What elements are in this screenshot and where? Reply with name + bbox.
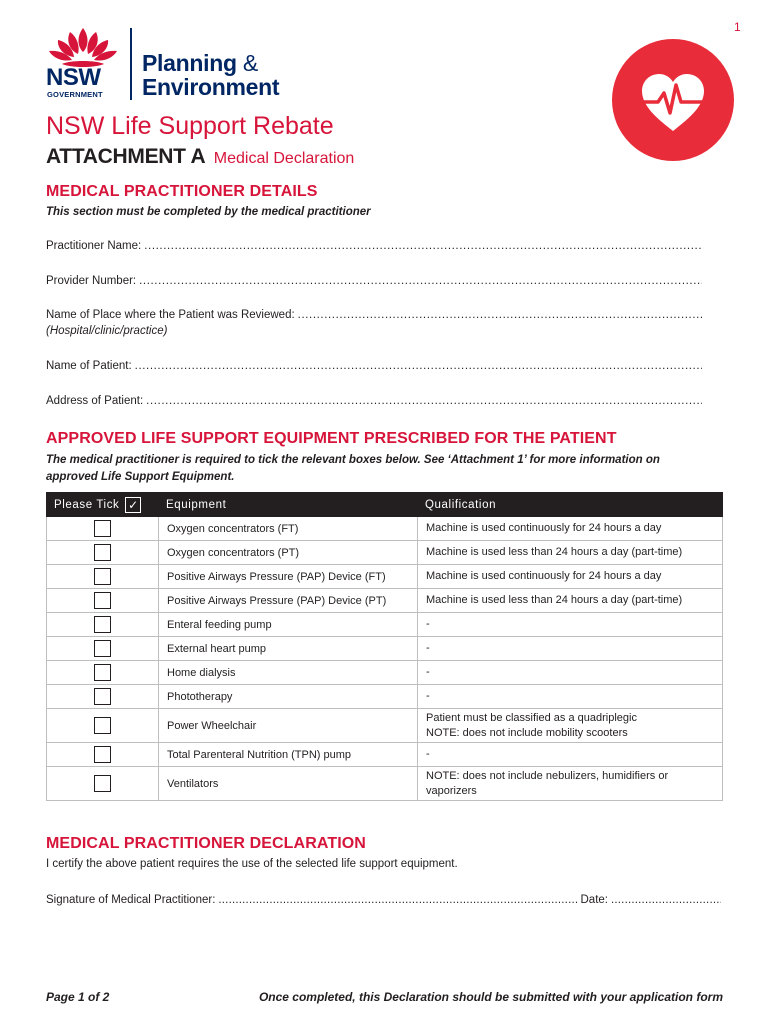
patient-address-field[interactable] xyxy=(46,395,702,407)
equipment-cell: Enteral feeding pump xyxy=(159,613,418,637)
equipment-cell: Power Wheelchair xyxy=(159,709,418,743)
patient-name-field[interactable] xyxy=(46,360,702,372)
department-name-line1 xyxy=(142,52,258,75)
signature-line[interactable] xyxy=(218,894,577,906)
qualification-cell: Machine is used less than 24 hours a day (part-time) xyxy=(418,541,723,565)
checkbox-oxygen-pt[interactable] xyxy=(94,544,111,561)
equipment-cell: Home dialysis xyxy=(159,661,418,685)
qualification-cell xyxy=(418,709,723,743)
table-row xyxy=(47,541,723,565)
practitioner-name-label: Practitioner Name: xyxy=(46,240,142,252)
patient-name-label: Name of Patient: xyxy=(46,360,132,372)
qualification-cell: - xyxy=(418,743,723,767)
qualification-column-header: Qualification xyxy=(418,493,723,517)
signature-date-row xyxy=(46,894,721,906)
nsw-planning-environment-logo xyxy=(46,26,316,106)
checkmark-icon: ✓ xyxy=(125,497,141,513)
department-planning: Planning xyxy=(142,50,237,76)
declaration-heading: MEDICAL PRACTITIONER DECLARATION xyxy=(46,835,366,852)
review-place-label: Name of Place where the Patient was Reviewed: xyxy=(46,309,295,321)
provider-number-field[interactable] xyxy=(46,275,702,287)
practitioner-name-field[interactable] xyxy=(46,240,702,252)
qualification-cell: - xyxy=(418,685,723,709)
tick-header-label: Please Tick xyxy=(54,498,120,511)
table-row xyxy=(47,661,723,685)
provider-number-label: Provider Number: xyxy=(46,275,137,287)
qualification-line: Patient must be classified as a quadriplegic xyxy=(426,711,637,724)
table-row xyxy=(47,589,723,613)
equipment-table xyxy=(46,492,723,801)
patient-address-label: Address of Patient: xyxy=(46,395,144,407)
review-place-line[interactable] xyxy=(298,309,702,321)
checkbox-power-wheelchair[interactable] xyxy=(94,717,111,734)
equipment-note: The medical practitioner is required to tick the relevant boxes below. See ‘Attachment 1’ for more information on approved Life Support Equipment. xyxy=(46,454,660,483)
declaration-text: I certify the above patient requires the use of the selected life support equipment. xyxy=(46,858,458,870)
equipment-cell: External heart pump xyxy=(159,637,418,661)
equipment-cell: Oxygen concentrators (FT) xyxy=(159,517,418,541)
logo-divider xyxy=(130,28,132,100)
equipment-heading: APPROVED LIFE SUPPORT EQUIPMENT PRESCRIBED FOR THE PATIENT xyxy=(46,430,617,447)
table-header-row xyxy=(47,493,723,517)
footer-submission-note: Once completed, this Declaration should be submitted with your application form xyxy=(258,990,723,1004)
equipment-column-header: Equipment xyxy=(159,493,418,517)
checkbox-oxygen-ft[interactable] xyxy=(94,520,111,537)
qualification-cell: Machine is used continuously for 24 hours a day xyxy=(418,565,723,589)
review-place-field[interactable] xyxy=(46,309,702,321)
signature-label: Signature of Medical Practitioner: xyxy=(46,894,216,906)
table-row xyxy=(47,685,723,709)
qualification-cell xyxy=(418,767,723,801)
equipment-cell: Positive Airways Pressure (PAP) Device (PT) xyxy=(159,589,418,613)
practitioner-name-line[interactable] xyxy=(144,240,702,252)
qualification-cell: - xyxy=(418,637,723,661)
equipment-cell: Phototherapy xyxy=(159,685,418,709)
checkbox-pap-ft[interactable] xyxy=(94,568,111,585)
table-row xyxy=(47,565,723,589)
qualification-cell: Machine is used continuously for 24 hours a day xyxy=(418,517,723,541)
checkbox-home-dialysis[interactable] xyxy=(94,664,111,681)
equipment-cell: Ventilators xyxy=(159,767,418,801)
page-number: 1 xyxy=(734,20,741,34)
equipment-cell: Total Parenteral Nutrition (TPN) pump xyxy=(159,743,418,767)
date-label: Date: xyxy=(580,894,608,906)
document-title: NSW Life Support Rebate xyxy=(46,112,334,140)
attachment-label: ATTACHMENT A xyxy=(46,145,206,168)
checkbox-enteral-feeding[interactable] xyxy=(94,616,111,633)
practitioner-details-heading: MEDICAL PRACTITIONER DETAILS xyxy=(46,183,318,200)
table-row xyxy=(47,767,723,801)
qualification-cell: - xyxy=(418,661,723,685)
table-row xyxy=(47,709,723,743)
table-row xyxy=(47,637,723,661)
qualification-line: vaporizers xyxy=(426,784,477,797)
qualification-cell: Machine is used less than 24 hours a day (part-time) xyxy=(418,589,723,613)
table-row xyxy=(47,743,723,767)
checkbox-tpn-pump[interactable] xyxy=(94,746,111,763)
department-ampersand: & xyxy=(242,50,258,76)
heart-pulse-icon xyxy=(612,39,734,161)
qualification-line: NOTE: does not include mobility scooters xyxy=(426,726,628,739)
practitioner-details-note: This section must be completed by the medical practitioner xyxy=(46,206,371,218)
qualification-line: NOTE: does not include nebulizers, humidifiers or xyxy=(426,769,669,782)
date-line[interactable] xyxy=(611,894,721,906)
provider-number-line[interactable] xyxy=(139,275,702,287)
patient-address-line[interactable] xyxy=(146,395,702,407)
footer-page-indicator: Page 1 of 2 xyxy=(46,990,110,1004)
equipment-cell: Positive Airways Pressure (PAP) Device (FT) xyxy=(159,565,418,589)
attachment-heading xyxy=(46,146,354,167)
department-name-line2: Environment xyxy=(142,74,280,100)
checkbox-pap-pt[interactable] xyxy=(94,592,111,609)
tick-column-header xyxy=(47,493,159,517)
attachment-subtitle: Medical Declaration xyxy=(213,150,355,167)
checkbox-phototherapy[interactable] xyxy=(94,688,111,705)
checkbox-external-heart-pump[interactable] xyxy=(94,640,111,657)
government-wordmark: GOVERNMENT xyxy=(47,90,103,99)
qualification-cell: - xyxy=(418,613,723,637)
checkbox-ventilators[interactable] xyxy=(94,775,111,792)
table-row xyxy=(47,517,723,541)
table-row xyxy=(47,613,723,637)
patient-name-line[interactable] xyxy=(135,360,702,372)
equipment-cell: Oxygen concentrators (PT) xyxy=(159,541,418,565)
review-place-hint: (Hospital/clinic/practice) xyxy=(46,325,168,337)
nsw-wordmark: NSW xyxy=(46,64,101,91)
